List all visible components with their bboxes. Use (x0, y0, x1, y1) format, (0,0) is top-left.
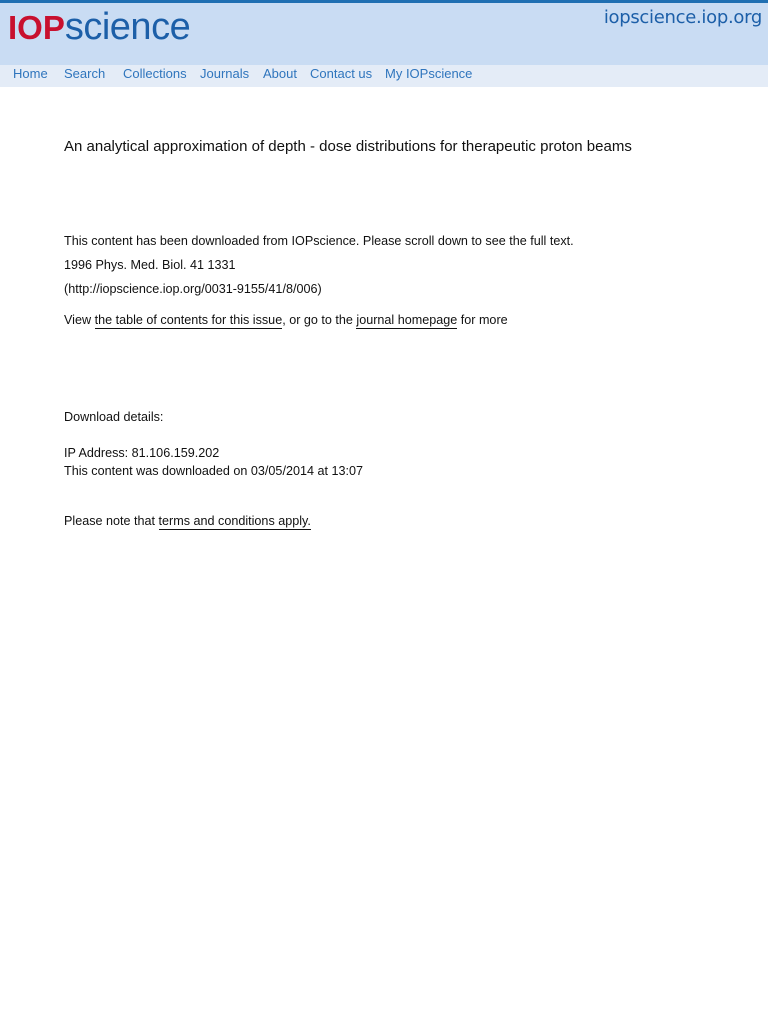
view-middle: , or go to the (282, 313, 357, 327)
table-of-contents-link[interactable]: the table of contents for this issue (94, 313, 283, 327)
site-header (0, 0, 768, 65)
article-title: An analytical approximation of depth - dose distributions for therapeutic proton beams (64, 138, 632, 155)
terms-prefix: Please note that (64, 514, 159, 528)
nav-contact-us[interactable]: Contact us (310, 66, 373, 81)
nav-journals[interactable]: Journals (200, 66, 250, 81)
nav-my-iopscience[interactable]: My IOPscience (385, 66, 473, 81)
download-notice: This content has been downloaded from IOPscience. Please scroll down to see the full text. (64, 234, 574, 248)
view-prefix: View (64, 313, 95, 327)
iopscience-logo[interactable] (8, 7, 190, 48)
download-timestamp: This content was downloaded on 03/05/2014 at 13:07 (64, 464, 363, 478)
view-suffix: for more (457, 313, 508, 327)
main-navigation (0, 65, 768, 87)
nav-collections[interactable]: Collections (123, 66, 187, 81)
view-links-line (64, 313, 508, 327)
terms-line (64, 514, 311, 528)
logo-science-text: science (64, 6, 191, 48)
site-url-link[interactable]: iopscience.iop.org (603, 7, 762, 28)
logo-iop-text: IOP (8, 9, 65, 46)
article-citation: 1996 Phys. Med. Biol. 41 1331 (64, 258, 236, 272)
nav-about[interactable]: About (263, 66, 297, 81)
nav-home[interactable]: Home (13, 66, 48, 81)
download-details-heading: Download details: (64, 410, 164, 424)
nav-search[interactable]: Search (64, 66, 106, 81)
ip-address: IP Address: 81.106.159.202 (64, 446, 220, 460)
terms-and-conditions-link[interactable]: terms and conditions apply. (158, 514, 311, 528)
journal-homepage-link[interactable]: journal homepage (356, 313, 458, 327)
article-url: (http://iopscience.iop.org/0031-9155/41/8/006) (64, 282, 322, 296)
